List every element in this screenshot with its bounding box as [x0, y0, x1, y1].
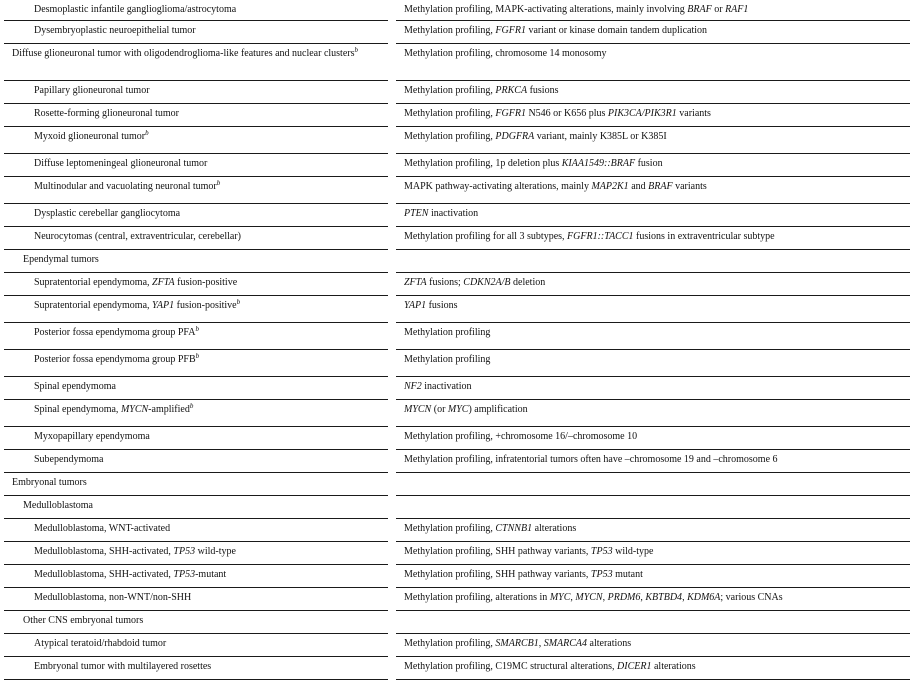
text-segment: Medulloblastoma, SHH-activated,: [34, 569, 174, 580]
tumor-type-cell-text: [4, 104, 388, 120]
molecular-alteration-cell-text: [396, 0, 910, 16]
tumor-type-cell-text: [4, 565, 388, 581]
tumor-type-cell: [4, 350, 392, 377]
table-row: [4, 81, 910, 104]
tumor-type-cell-text: [4, 350, 388, 366]
text-segment: wild-type: [195, 546, 236, 557]
text-segment: TP53: [173, 569, 196, 580]
text-segment: Subependymoma: [34, 454, 104, 465]
tumor-type-cell: [4, 177, 392, 204]
text-segment: ZFTA: [404, 277, 427, 288]
molecular-alteration-cell-text: [396, 81, 910, 97]
text-segment: ,: [640, 592, 646, 603]
text-segment: Methylation profiling, MAPK-activating alterations, mainly involving: [404, 4, 688, 15]
text-segment: inactivation: [428, 208, 479, 219]
text-segment: Methylation profiling, alterations in: [404, 592, 550, 603]
text-segment: KIAA1549::BRAF: [561, 158, 636, 169]
text-segment: Diffuse glioneuronal tumor with oligodendroglioma-like features and nuclear clusters: [12, 48, 355, 59]
tumor-type-cell: [4, 473, 392, 496]
molecular-alteration-cell: [392, 377, 910, 400]
tumor-type-cell-text: [4, 377, 388, 393]
tumor-type-cell-text: [4, 81, 388, 97]
text-segment: Myxoid glioneuronal tumor: [34, 131, 146, 142]
tumor-type-cell-text: [4, 296, 388, 312]
molecular-alteration-cell-text: [396, 273, 910, 289]
text-segment: KDM6A: [687, 592, 721, 603]
table-row: [4, 154, 910, 177]
table-row: [4, 0, 910, 21]
text-segment: deletion: [510, 277, 546, 288]
text-segment: Rosette-forming glioneuronal tumor: [34, 108, 179, 119]
molecular-alteration-cell: [392, 0, 910, 21]
text-segment: fusions: [527, 85, 559, 96]
table-body: [4, 0, 910, 680]
text-segment: Medulloblastoma: [23, 500, 93, 511]
text-segment: TP53: [590, 546, 613, 557]
text-segment: Methylation profiling,: [404, 85, 496, 96]
tumor-alterations-table: [4, 0, 910, 680]
table-row: [4, 634, 910, 657]
text-segment: ,: [602, 592, 608, 603]
molecular-alteration-cell: [392, 565, 910, 588]
molecular-alteration-cell: [392, 21, 910, 44]
tumor-type-cell: [4, 588, 392, 611]
text-segment: Dysembryoplastic neuroepithelial tumor: [34, 25, 196, 36]
tumor-type-cell: [4, 250, 392, 273]
text-segment: Medulloblastoma, WNT-activated: [34, 523, 171, 534]
tumor-type-cell: [4, 400, 392, 427]
text-segment: Methylation profiling, SHH pathway variants,: [404, 546, 591, 557]
molecular-alteration-cell: [392, 44, 910, 81]
text-segment: CTNNB1: [495, 523, 533, 534]
tumor-type-cell: [4, 81, 392, 104]
tumor-type-cell: [4, 427, 392, 450]
text-segment: SMARCA4: [543, 638, 588, 649]
molecular-alteration-cell-text: [396, 542, 910, 558]
molecular-alteration-cell: [392, 427, 910, 450]
text-segment: Methylation profiling, +chromosome 16/–chromosome 10: [404, 431, 638, 442]
molecular-alteration-cell-text: [396, 657, 910, 673]
text-segment: Methylation profiling,: [404, 108, 496, 119]
tumor-type-cell: [4, 377, 392, 400]
text-segment: ; various CNAs: [720, 592, 783, 603]
text-segment: Methylation profiling, SHH pathway variants,: [404, 569, 591, 580]
text-segment: YAP1: [152, 300, 175, 311]
tumor-type-cell: [4, 519, 392, 542]
table-row: [4, 427, 910, 450]
molecular-alteration-cell-text: [396, 154, 910, 170]
tumor-type-cell-text: [4, 154, 388, 170]
tumor-type-cell-text: [4, 273, 388, 289]
tumor-type-cell-text: [4, 611, 388, 627]
text-segment: MYC: [549, 592, 571, 603]
text-segment: Papillary glioneuronal tumor: [34, 85, 150, 96]
text-segment: ZFTA: [152, 277, 175, 288]
table-row: [4, 104, 910, 127]
text-segment: Atypical teratoid/rhabdoid tumor: [34, 638, 167, 649]
text-segment: Other CNS embryonal tumors: [23, 615, 144, 626]
tumor-type-cell-text: [4, 450, 388, 466]
molecular-alteration-cell-text: [396, 400, 910, 416]
text-segment: MYCN: [404, 404, 432, 415]
tumor-type-cell-text: [4, 204, 388, 220]
tumor-type-cell-text: [4, 473, 388, 489]
tumor-type-cell-text: [4, 127, 388, 143]
molecular-alteration-cell: [392, 177, 910, 204]
molecular-alteration-cell: [392, 81, 910, 104]
molecular-alteration-cell-text: [396, 519, 910, 535]
molecular-alteration-cell-text: [396, 250, 910, 253]
text-segment: TP53: [173, 546, 196, 557]
text-segment: FGFR1: [495, 108, 526, 119]
text-segment: wild-type: [612, 546, 654, 557]
footnote-marker: b: [189, 402, 194, 410]
text-segment: Methylation profiling: [404, 354, 491, 365]
molecular-alteration-cell: [392, 227, 910, 250]
text-segment: Desmoplastic infantile ganglioglioma/astrocytoma: [34, 4, 237, 15]
text-segment: Multinodular and vacuolating neuronal tumor: [34, 181, 217, 192]
text-segment: FGFR1: [495, 25, 526, 36]
tumor-type-cell: [4, 323, 392, 350]
table-row: [4, 657, 910, 680]
text-segment: Spinal ependymoma: [34, 381, 116, 392]
text-segment: Methylation profiling,: [404, 25, 496, 36]
molecular-alteration-cell: [392, 542, 910, 565]
text-segment: inactivation: [421, 381, 472, 392]
footnote-marker: b: [195, 352, 200, 360]
molecular-alteration-cell-text: [396, 21, 910, 37]
text-segment: fusion-positive: [174, 277, 238, 288]
text-segment: Methylation profiling for all 3 subtypes,: [404, 231, 568, 242]
molecular-alteration-cell: [392, 323, 910, 350]
molecular-alteration-cell-text: [396, 177, 910, 193]
table-row: [4, 450, 910, 473]
text-segment: Supratentorial ependymoma,: [34, 300, 153, 311]
molecular-alteration-cell: [392, 611, 910, 634]
text-segment: Posterior fossa ependymoma group PFA: [34, 327, 196, 338]
tumor-type-cell: [4, 273, 392, 296]
text-segment: Diffuse leptomeningeal glioneuronal tumor: [34, 158, 208, 169]
tumor-type-cell: [4, 204, 392, 227]
text-segment: KBTBD4: [645, 592, 683, 603]
tumor-type-cell: [4, 154, 392, 177]
molecular-alteration-cell-text: [396, 296, 910, 312]
text-segment: TP53: [590, 569, 613, 580]
molecular-alteration-cell-text: [396, 227, 910, 243]
text-segment: variants: [676, 108, 711, 119]
text-segment: MAP2K1: [591, 181, 629, 192]
text-segment: DICER1: [617, 661, 652, 672]
molecular-alteration-cell: [392, 657, 910, 680]
molecular-alteration-cell: [392, 473, 910, 496]
text-segment: fusions;: [426, 277, 464, 288]
text-segment: variants: [672, 181, 707, 192]
text-segment: Ependymal tumors: [23, 254, 99, 265]
text-segment: FGFR1::TACC1: [567, 231, 634, 242]
text-segment: alterations: [532, 523, 577, 534]
table-row: [4, 21, 910, 44]
molecular-alteration-cell: [392, 154, 910, 177]
tumor-type-cell-text: [4, 519, 388, 535]
molecular-alteration-cell-text: [396, 634, 910, 650]
text-segment: Embryonal tumor with multilayered rosettes: [34, 661, 212, 672]
text-segment: Spinal ependymoma,: [34, 404, 121, 415]
section-heading-row: [4, 611, 910, 634]
tumor-type-cell: [4, 611, 392, 634]
text-segment: fusion: [635, 158, 663, 169]
text-segment: Methylation profiling: [404, 327, 491, 338]
tumor-type-cell-text: [4, 542, 388, 558]
text-segment: Methylation profiling, C19MC structural alterations,: [404, 661, 618, 672]
molecular-alteration-cell: [392, 634, 910, 657]
tumor-type-cell-text: [4, 496, 388, 512]
molecular-alteration-cell-text: [396, 350, 910, 366]
molecular-alteration-cell-text: [396, 588, 910, 604]
molecular-alteration-cell-text: [396, 565, 910, 581]
tumor-type-cell: [4, 0, 392, 21]
tumor-type-cell: [4, 496, 392, 519]
molecular-alteration-cell: [392, 519, 910, 542]
text-segment: or: [711, 4, 726, 15]
table-row: [4, 227, 910, 250]
table-row: [4, 204, 910, 227]
text-segment: MYCN: [120, 404, 149, 415]
molecular-alteration-cell-text: [396, 204, 910, 220]
text-segment: -mutant: [195, 569, 227, 580]
footnote-marker: b: [145, 129, 149, 137]
footnote-marker: b: [236, 298, 241, 306]
footnote-marker: b: [195, 325, 199, 333]
tumor-type-cell-text: [4, 227, 388, 243]
text-segment: variant, mainly K385L or K385I: [534, 131, 667, 142]
text-segment: alterations: [651, 661, 696, 672]
tumor-type-cell: [4, 565, 392, 588]
footnote-marker: b: [216, 179, 221, 187]
tumor-type-cell: [4, 634, 392, 657]
text-segment: Dysplastic cerebellar gangliocytoma: [34, 208, 181, 219]
tumor-type-cell-text: [4, 177, 388, 193]
molecular-alteration-cell: [392, 496, 910, 519]
molecular-alteration-cell-text: [396, 496, 910, 499]
tumor-type-cell: [4, 296, 392, 323]
tumor-type-cell-text: [4, 634, 388, 650]
text-segment: PIK3CA/PIK3R1: [607, 108, 677, 119]
text-segment: Posterior fossa ependymoma group PFB: [34, 354, 196, 365]
table-row: [4, 296, 910, 323]
molecular-alteration-cell-text: [396, 611, 910, 614]
text-segment: Methylation profiling, chromosome 14 monosomy: [404, 48, 607, 59]
text-segment: Methylation profiling, 1p deletion plus: [404, 158, 562, 169]
molecular-alteration-cell: [392, 296, 910, 323]
tumor-type-cell-text: [4, 323, 388, 339]
tumor-type-cell: [4, 227, 392, 250]
text-segment: (or: [431, 404, 448, 415]
text-segment: fusions in extraventricular subtype: [633, 231, 775, 242]
text-segment: fusions: [426, 300, 458, 311]
tumor-type-cell-text: [4, 250, 388, 266]
text-segment: RAF1: [725, 4, 749, 15]
tumor-type-cell-text: [4, 44, 388, 60]
tumor-type-cell: [4, 450, 392, 473]
molecular-alteration-cell: [392, 104, 910, 127]
molecular-alteration-cell-text: [396, 427, 910, 443]
section-heading-row: [4, 496, 910, 519]
tumor-type-cell-text: [4, 657, 388, 673]
footnote-marker: b: [354, 46, 358, 54]
text-segment: Medulloblastoma, non-WNT/non-SHH: [34, 592, 192, 603]
text-segment: PRKCA: [495, 85, 528, 96]
text-segment: Methylation profiling, infratentorial tumors often have –chromosome 19 and –chromosome 6: [404, 454, 778, 465]
molecular-alteration-cell-text: [396, 377, 910, 393]
text-segment: Neurocytomas (central, extraventricular, cerebellar): [34, 231, 241, 242]
tumor-type-cell-text: [4, 427, 388, 443]
tumor-type-cell-text: [4, 400, 388, 416]
table-row: [4, 177, 910, 204]
tumor-type-cell: [4, 542, 392, 565]
table-row: [4, 519, 910, 542]
text-segment: NF2: [404, 381, 422, 392]
text-segment: -amplified: [148, 404, 190, 415]
molecular-alteration-cell: [392, 250, 910, 273]
text-segment: Myxopapillary ependymoma: [34, 431, 150, 442]
text-segment: ) amplification: [468, 404, 528, 415]
text-segment: and: [628, 181, 649, 192]
molecular-alteration-cell: [392, 127, 910, 154]
text-segment: MAPK pathway-activating alterations, mainly: [404, 181, 592, 192]
text-segment: ,: [570, 592, 576, 603]
table-row: [4, 565, 910, 588]
molecular-alteration-cell: [392, 450, 910, 473]
text-segment: BRAF: [687, 4, 712, 15]
tumor-type-cell: [4, 657, 392, 680]
text-segment: YAP1: [404, 300, 427, 311]
tumor-type-cell-text: [4, 21, 388, 37]
text-segment: mutant: [612, 569, 643, 580]
tumor-type-cell-text: [4, 588, 388, 604]
text-segment: PDGFRA: [495, 131, 535, 142]
text-segment: variant or kinase domain tandem duplication: [525, 25, 707, 36]
table-row: [4, 350, 910, 377]
table-row: [4, 588, 910, 611]
molecular-alteration-cell: [392, 400, 910, 427]
table-row: [4, 542, 910, 565]
text-segment: ,: [538, 638, 544, 649]
section-heading-row: [4, 473, 910, 496]
text-segment: PTEN: [404, 208, 429, 219]
tumor-type-cell: [4, 44, 392, 81]
molecular-alteration-cell: [392, 350, 910, 377]
text-segment: CDKN2A/B: [463, 277, 511, 288]
molecular-alteration-cell-text: [396, 44, 910, 60]
text-segment: Embryonal tumors: [12, 477, 87, 488]
table-row: [4, 273, 910, 296]
text-segment: MYC: [447, 404, 469, 415]
tumor-type-cell: [4, 104, 392, 127]
text-segment: Medulloblastoma, SHH-activated,: [34, 546, 174, 557]
text-segment: PRDM6: [607, 592, 641, 603]
molecular-alteration-cell-text: [396, 127, 910, 143]
tumor-type-cell: [4, 21, 392, 44]
section-heading-row: [4, 44, 910, 81]
molecular-alteration-cell-text: [396, 104, 910, 120]
table-row: [4, 323, 910, 350]
molecular-alteration-cell: [392, 273, 910, 296]
text-segment: ,: [682, 592, 688, 603]
text-segment: Methylation profiling,: [404, 131, 496, 142]
table-row: [4, 377, 910, 400]
tumor-type-cell-text: [4, 0, 388, 16]
text-segment: N546 or K656 plus: [525, 108, 608, 119]
molecular-alteration-cell-text: [396, 450, 910, 466]
molecular-alteration-cell-text: [396, 323, 910, 339]
molecular-alteration-cell: [392, 588, 910, 611]
table-row: [4, 400, 910, 427]
text-segment: fusion-positive: [174, 300, 237, 311]
molecular-alteration-cell: [392, 204, 910, 227]
text-segment: MYCN: [575, 592, 603, 603]
text-segment: Supratentorial ependymoma,: [34, 277, 153, 288]
molecular-alteration-cell-text: [396, 473, 910, 476]
table-row: [4, 127, 910, 154]
section-heading-row: [4, 250, 910, 273]
text-segment: Methylation profiling,: [404, 638, 496, 649]
text-segment: Methylation profiling,: [404, 523, 496, 534]
text-segment: SMARCB1: [495, 638, 539, 649]
text-segment: alterations: [587, 638, 632, 649]
text-segment: BRAF: [648, 181, 673, 192]
tumor-type-cell: [4, 127, 392, 154]
